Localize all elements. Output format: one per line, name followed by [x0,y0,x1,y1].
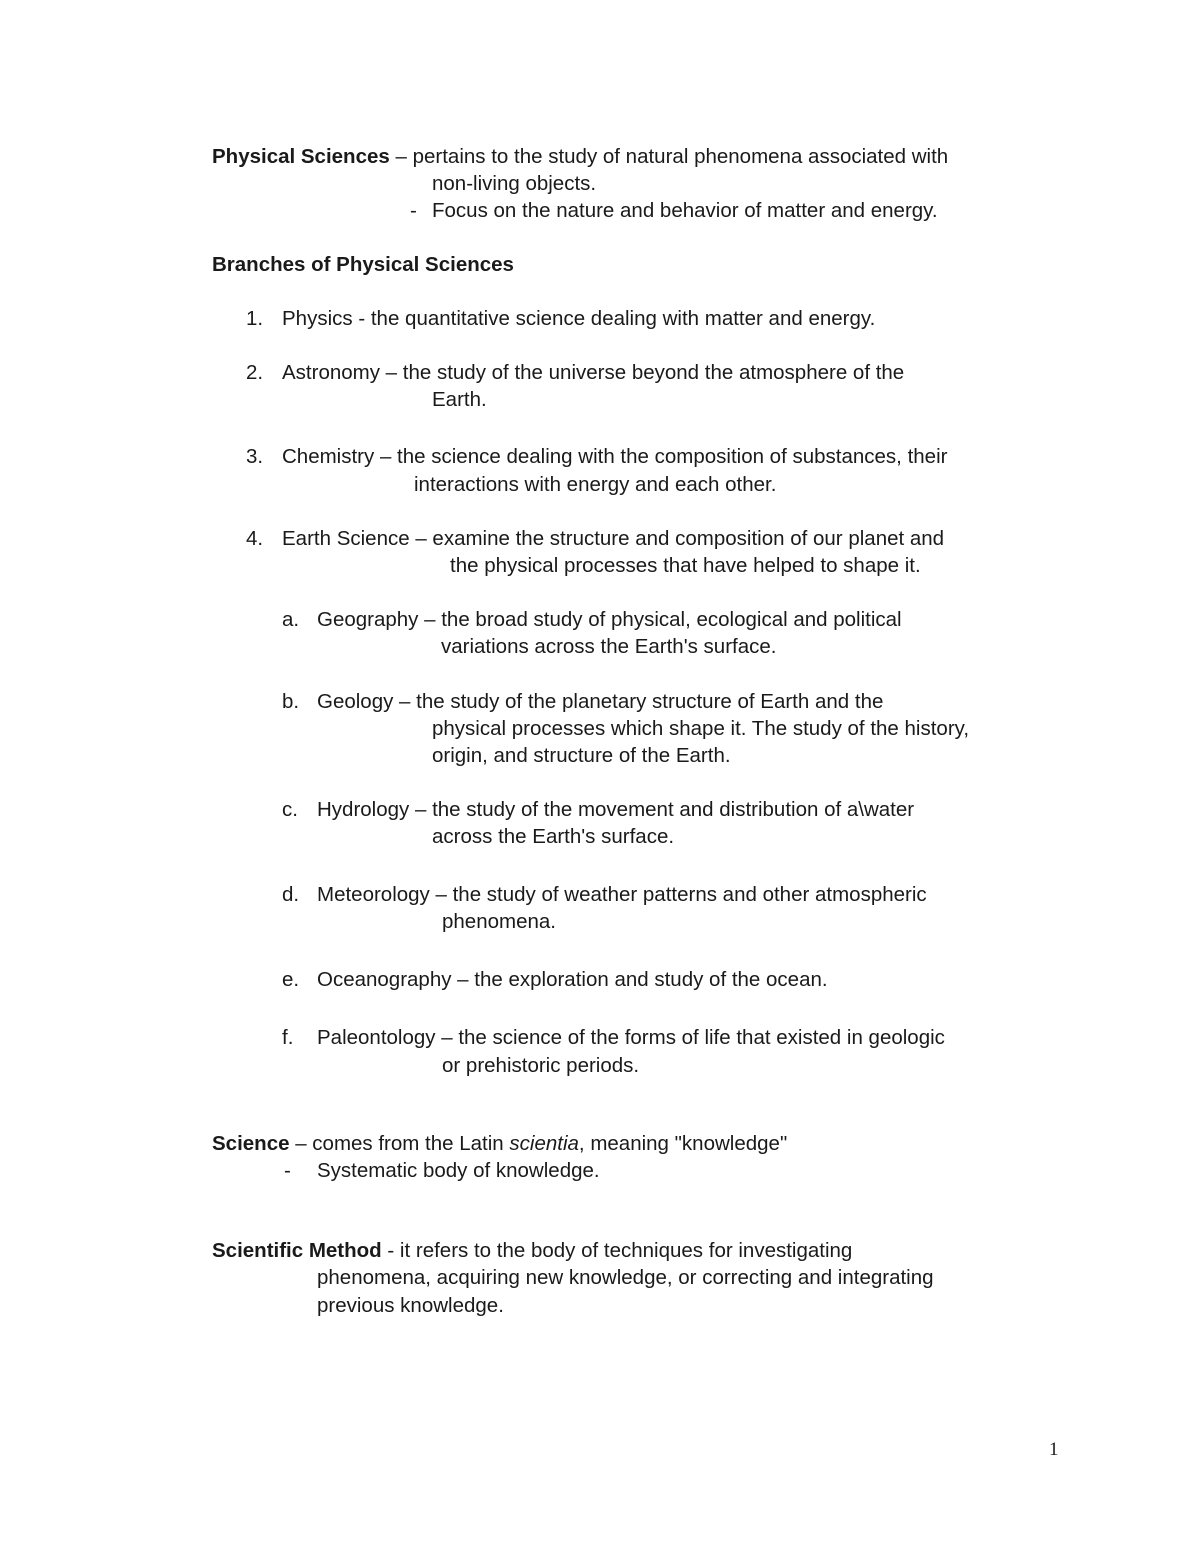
science-term: Science [212,1132,290,1155]
branches-heading: Branches of Physical Sciences [212,253,514,276]
science-bullet: Systematic body of knowledge. [317,1159,600,1182]
sub-geography: Geography – the broad study of physical, ecological and political [317,608,902,631]
physical-sciences-def-1: – pertains to the study of natural phenomena associated with [389,145,949,168]
science-def-b: , meaning "knowledge" [578,1132,788,1155]
sub-meteorology: Meteorology – the study of weather patterns and other atmospheric [317,883,927,906]
sub-paleontology-cont: or prehistoric periods. [442,1054,640,1077]
sub-meteorology-cont: phenomena. [442,910,556,933]
sub-letter-f: f. [282,1026,294,1049]
branch-earth-science: Earth Science – examine the structure and composition of our planet and [282,527,945,550]
scientific-method-term: Scientific Method [212,1239,382,1262]
branch-astronomy: Astronomy – the study of the universe beyond the atmosphere of the [282,361,905,384]
sub-letter-d: d. [282,883,300,906]
physical-sciences-term: Physical Sciences [212,145,390,168]
physical-sciences-definition-line1 [212,143,948,170]
sub-geology-cont-2: origin, and structure of the Earth. [432,744,731,767]
branch-astronomy-cont: Earth. [432,388,487,411]
scientific-method-def-3: previous knowledge. [317,1294,504,1317]
science-def-a: – comes from the Latin [289,1132,510,1155]
list-number-3: 3. [246,445,264,468]
branch-physics: Physics - the quantitative science dealing with matter and energy. [282,307,876,330]
science-definition [212,1130,787,1157]
physical-sciences-bullet: Focus on the nature and behavior of matter and energy. [432,199,938,222]
scientific-method-def-1: - it refers to the body of techniques for investigating [381,1239,853,1262]
sub-geology-cont-1: physical processes which shape it. The study of the history, [432,717,970,740]
science-latin-word: scientia [509,1132,579,1155]
sub-paleontology: Paleontology – the science of the forms of life that existed in geologic [317,1026,945,1049]
sub-hydrology: Hydrology – the study of the movement and distribution of a\water [317,798,915,821]
sub-geology: Geology – the study of the planetary structure of Earth and the [317,690,884,713]
scientific-method-def-2: phenomena, acquiring new knowledge, or correcting and integrating [317,1266,934,1289]
sub-letter-e: e. [282,968,300,991]
sub-geography-cont: variations across the Earth's surface. [441,635,777,658]
science-bullet-dash: - [284,1159,291,1182]
sub-hydrology-cont: across the Earth's surface. [432,825,675,848]
sub-oceanography: Oceanography – the exploration and study of the ocean. [317,968,828,991]
sub-letter-c: c. [282,798,298,821]
branch-earth-science-cont: the physical processes that have helped to shape it. [450,554,921,577]
list-number-4: 4. [246,527,264,550]
physical-sciences-def-2: non-living objects. [432,172,597,195]
sub-letter-b: b. [282,690,300,713]
list-number-2: 2. [246,361,264,384]
list-number-1: 1. [246,307,264,330]
branch-chemistry: Chemistry – the science dealing with the composition of substances, their [282,445,948,468]
sub-letter-a: a. [282,608,300,631]
physical-sciences-bullet-dash: - [410,199,417,222]
page-number: 1 [1049,1439,1059,1460]
branch-chemistry-cont: interactions with energy and each other. [414,473,777,496]
scientific-method-definition [212,1237,852,1264]
